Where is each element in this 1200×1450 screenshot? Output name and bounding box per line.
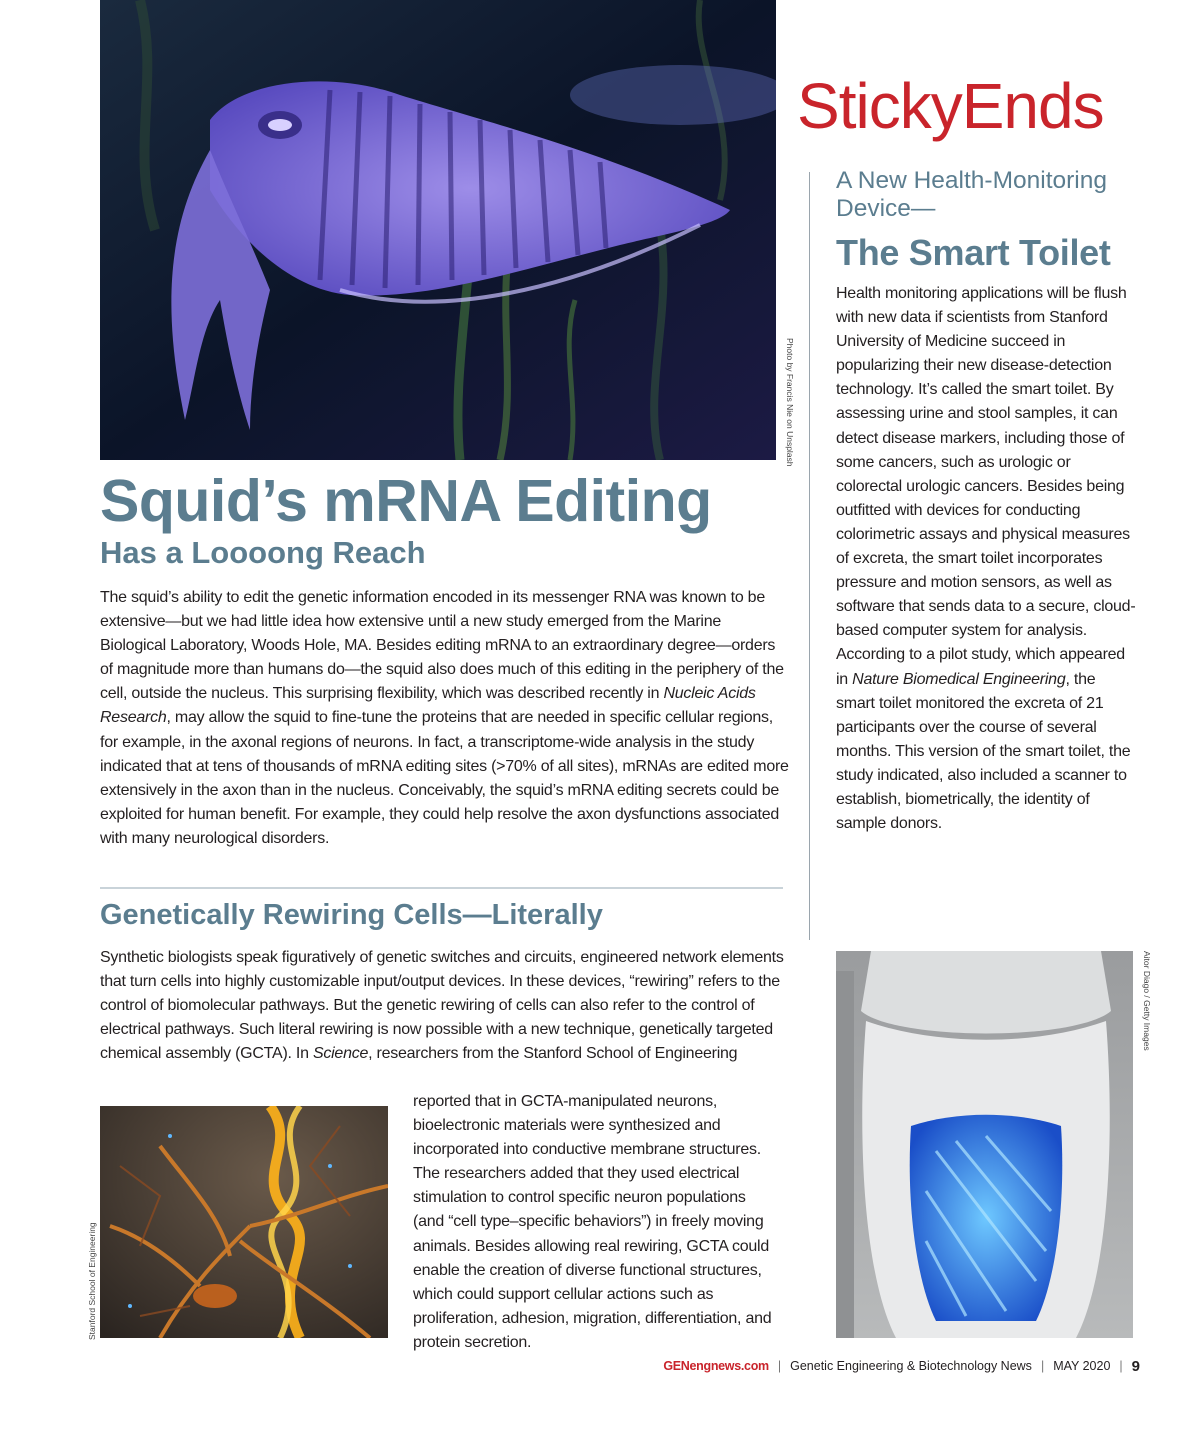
article-toilet-kicker: A New Health-Monitoring Device— — [836, 167, 1107, 222]
journal-name: Science — [312, 1045, 369, 1063]
article-squid-text-2: , may allow the squid to fine-tune the proteins that are needed in specific cellular regions, for example, in the axonal regions of neurons. In fact, a transcriptome-wide analysis in the study indicated that at tens of thousands of mRNA editing sites (>70% of all sites), mRNAs are edited more extensively in the axon than in the nucleus. Conceivably, the squid’s mRNA editing secrets could be exploited for human benefit. For example, they could help resolve the axon dysfunctions associated with many neurological disorders. — [100, 709, 789, 847]
footer-website-link[interactable]: GENengnews.com — [663, 1359, 769, 1373]
footer-separator: | — [1119, 1359, 1123, 1373]
article-rewiring-body — [100, 946, 790, 1066]
article-divider — [100, 887, 783, 889]
article-squid-subtitle: Has a Loooong Reach — [100, 535, 426, 570]
page-footer — [640, 1356, 1140, 1376]
section-title: StickyEnds — [797, 70, 1104, 142]
article-rewiring-title: Genetically Rewiring Cells—Literally — [100, 899, 603, 931]
article-toilet-title: The Smart Toilet — [836, 232, 1111, 273]
article-squid-text-1: The squid’s ability to edit the genetic information encoded in its messenger RNA was known to be extensive—but we had little idea how extensive until a new study emerged from the Marine Biological Laboratory, Woods Hole, MA. Besides editing mRNA to an extraordinary degree—orders of magnitude more than humans do—the squid also does much of this editing in the periphery of the cell, outside the nucleus. This surprising flexibility, which was described recently in — [100, 589, 784, 703]
article-toilet-body — [836, 282, 1136, 836]
journal-name: Nucleic Acids Research — [100, 685, 756, 727]
photo-credit-toilet: Aitor Diago / Getty Images — [1142, 951, 1152, 1051]
article-toilet-text-2: , the smart toilet monitored the excreta of 21 participants over the course of several months. This version of the smart toilet, the study indicated, also included a scanner to establish, biometrically, the identity of sample donors. — [836, 670, 1131, 833]
photo-credit-neuron: Stanford School of Engineering — [87, 1222, 97, 1340]
footer-publication: Genetic Engineering & Biotechnology News — [790, 1359, 1032, 1373]
cuttlefish-photo — [100, 0, 776, 460]
footer-issue-date: MAY 2020 — [1053, 1359, 1111, 1373]
journal-name: Nature Biomedical Engineering — [852, 670, 1066, 688]
column-divider — [809, 172, 810, 940]
footer-separator: | — [777, 1359, 782, 1373]
article-squid-title: Squid’s mRNA Editing — [100, 468, 712, 534]
footer-separator: | — [1040, 1359, 1045, 1373]
smart-toilet-photo — [836, 951, 1133, 1338]
article-rewiring-text-2: , researchers from the Stanford School of Engineering — [368, 1045, 738, 1063]
photo-credit-cuttlefish: Photo by Francis Nie on Unsplash — [785, 338, 795, 467]
article-rewiring-text-1: Synthetic biologists speak figuratively of genetic switches and circuits, engineered network elements that turn cells into highly customizable input/output devices. In these devices, “rewiring” refers to the control of biomolecular pathways. But the genetic rewiring of cells can also refer to the control of electrical pathways. Such literal rewiring is now possible with a new technique, genetically targeted chemical assembly (GCTA). In — [100, 949, 784, 1063]
neuron-illustration — [100, 1106, 388, 1338]
article-toilet-text-1: Health monitoring applications will be flush with new data if scientists from Stanford University of Medicine succeed in popularizing their new disease-detection technology. It’s called the smart toilet. By assessing urine and stool samples, it can detect disease markers, including those of some cancers, such as urologic or colorectal urologic cancers. Besides being outfitted with devices for conducting colorimetric assays and physical measures of excreta, the smart toilet incorporates pressure and motion sensors, as well as software that sends data to a secure, cloud-based computer system for analysis. According to a pilot study, which appeared in — [836, 285, 1136, 688]
page-number: 9 — [1131, 1357, 1140, 1375]
article-squid-body — [100, 586, 790, 851]
article-rewiring-body-continued: reported that in GCTA-manipulated neurons, bioelectronic materials were synthesized and incorporated into conductive membrane structures. The researchers added that they used electrical stimulation to control specific neuron populations (and “cell type–specific behaviors”) in freely moving animals. Besides allowing real rewiring, GCTA could enable the creation of diverse functional structures, which could support cellular actions such as proliferation, adhesion, migration, differentiation, and protein secretion. — [413, 1093, 772, 1351]
